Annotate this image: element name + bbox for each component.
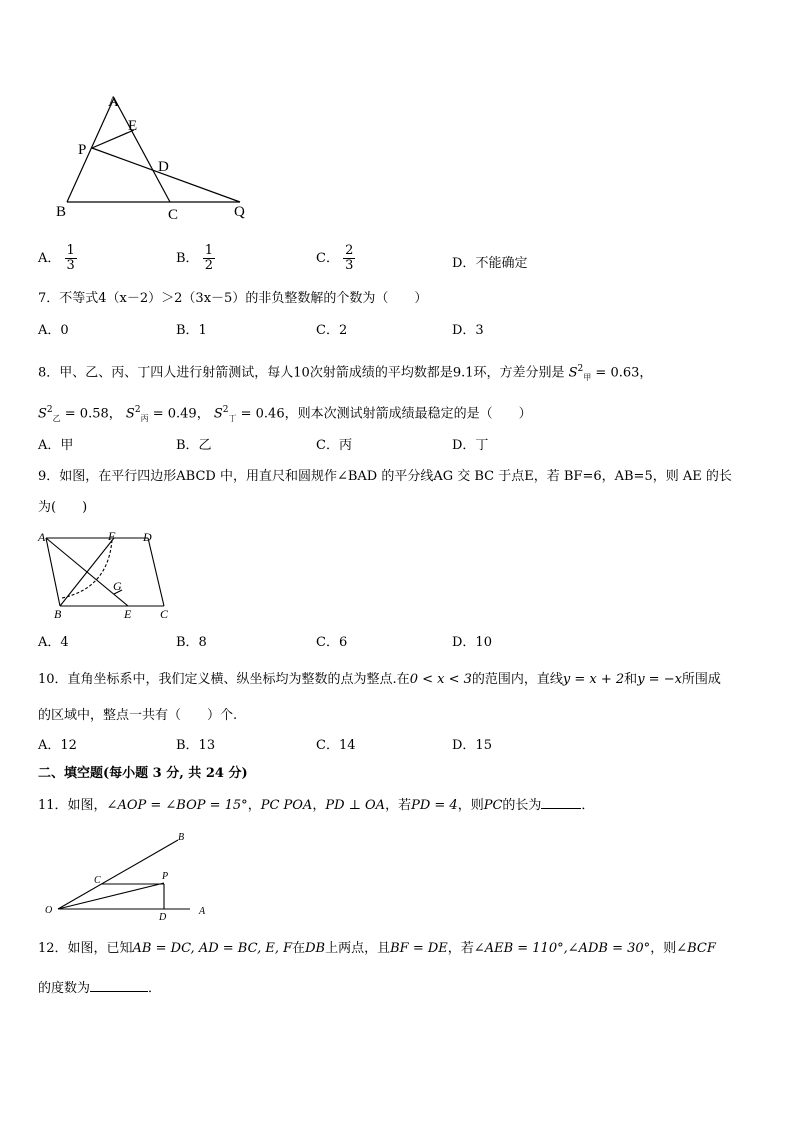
fraction: $\frac{1}{3}$ <box>66 243 75 273</box>
label-c: C <box>168 207 179 223</box>
q7-stem: 7．不等式4（x－2）＞2（3x－5）的非负整数解的个数为（ ） <box>38 291 428 306</box>
q10-option-b[interactable]: B．13 <box>176 738 216 753</box>
q8-option-c[interactable]: C．丙 <box>316 438 352 453</box>
q9-option-a[interactable]: A．4 <box>38 635 69 650</box>
q9-option-b[interactable]: B．8 <box>176 635 207 650</box>
q8-option-b[interactable]: B．乙 <box>176 438 212 453</box>
q7-option-b[interactable]: B．1 <box>176 323 207 338</box>
label-e: E <box>128 118 138 134</box>
section-heading: 二、填空题(每小题 3 分, 共 24 分) <box>38 766 248 781</box>
q12-stem-line1: 12．如图，已知AB = DC, AD = BC, E, F在DB上两点，且BF = DE，若∠AEB = 110°,∠ADB = 30°，则∠BCF <box>38 941 716 956</box>
fraction: $\frac{2}{3}$ <box>345 243 354 273</box>
q11-stem: 11．如图，∠AOP = ∠BOP = 15°，PC POA，PD ⊥ OA，若PD = 4，则PC的长为 ． <box>38 798 595 813</box>
q10-option-c[interactable]: C．14 <box>316 738 356 753</box>
q6-option-a[interactable]: A． $\frac{1}{3}$ <box>38 243 75 273</box>
label-b: B <box>56 204 67 220</box>
fraction: $\frac{1}{2}$ <box>204 243 213 273</box>
figure-parallelogram <box>36 528 176 624</box>
q9-stem-line2: 为( ) <box>38 500 88 515</box>
answer-blank[interactable] <box>541 796 581 809</box>
label-o: O <box>45 905 53 916</box>
label-c: C <box>160 607 169 621</box>
label-b: B <box>54 607 62 621</box>
q9-stem-line1: 9．如图，在平行四边形ABCD 中，用直尺和圆规作∠BAD 的平分线AG 交 BC 于点E，若 BF=6，AB=5，则 AE 的长 <box>38 469 732 484</box>
q10-stem-line2: 的区域中，整点一共有（ ）个. <box>38 708 238 723</box>
answer-blank[interactable] <box>90 979 148 992</box>
label-d: D <box>158 159 169 175</box>
q12-stem-line2: 的度数为 ． <box>38 981 162 996</box>
label-a: A <box>38 530 46 544</box>
q7-option-a[interactable]: A．0 <box>38 323 69 338</box>
label-f: F <box>108 529 116 543</box>
q8-stem-line2: $S^2_乙 = 0.58$， $S^2_丙 = 0.49$， $S^2_丁 = 0.46$，则本次测试射箭成绩最稳定的是（ ） <box>38 405 532 423</box>
q10-option-a[interactable]: A．12 <box>38 738 77 753</box>
q8-stem-line1: 8．甲、乙、丙、丁四人进行射箭测试，每人10次射箭成绩的平均数都是9.1环，方差分别是 $S^2_甲 = 0.63$， <box>38 364 653 382</box>
q9-option-c[interactable]: C．6 <box>316 635 348 650</box>
label-p: P <box>78 142 87 158</box>
figure-angle-aop <box>40 828 220 920</box>
label-e: E <box>124 607 132 621</box>
q10-option-d[interactable]: D．15 <box>452 738 492 753</box>
label-c: C <box>94 875 101 886</box>
q6-option-d[interactable]: D．不能确定 <box>452 256 528 271</box>
label-a: A <box>108 94 119 110</box>
q9-option-d[interactable]: D．10 <box>452 635 492 650</box>
q7-option-c[interactable]: C．2 <box>316 323 348 338</box>
q7-option-d[interactable]: D．3 <box>452 323 484 338</box>
label-b: B <box>178 832 185 843</box>
label-g: G <box>113 579 122 593</box>
q6-option-c[interactable]: C． $\frac{2}{3}$ <box>316 243 354 273</box>
q10-stem-line1: 10．直角坐标系中，我们定义横、纵坐标均为整数的点为整点.在0 < x < 3的范围内，直线y = x + 2和y = −x所围成 <box>38 672 721 687</box>
label-d: D <box>143 530 152 544</box>
label-d: D <box>159 912 167 920</box>
label-p: P <box>162 871 169 882</box>
label-q: Q <box>234 204 245 220</box>
q8-option-d[interactable]: D．丁 <box>452 438 489 453</box>
q6-option-b[interactable]: B． $\frac{1}{2}$ <box>176 243 213 273</box>
label-a: A <box>199 906 206 917</box>
q8-option-a[interactable]: A．甲 <box>38 438 74 453</box>
figure-triangle-pq <box>52 90 252 225</box>
